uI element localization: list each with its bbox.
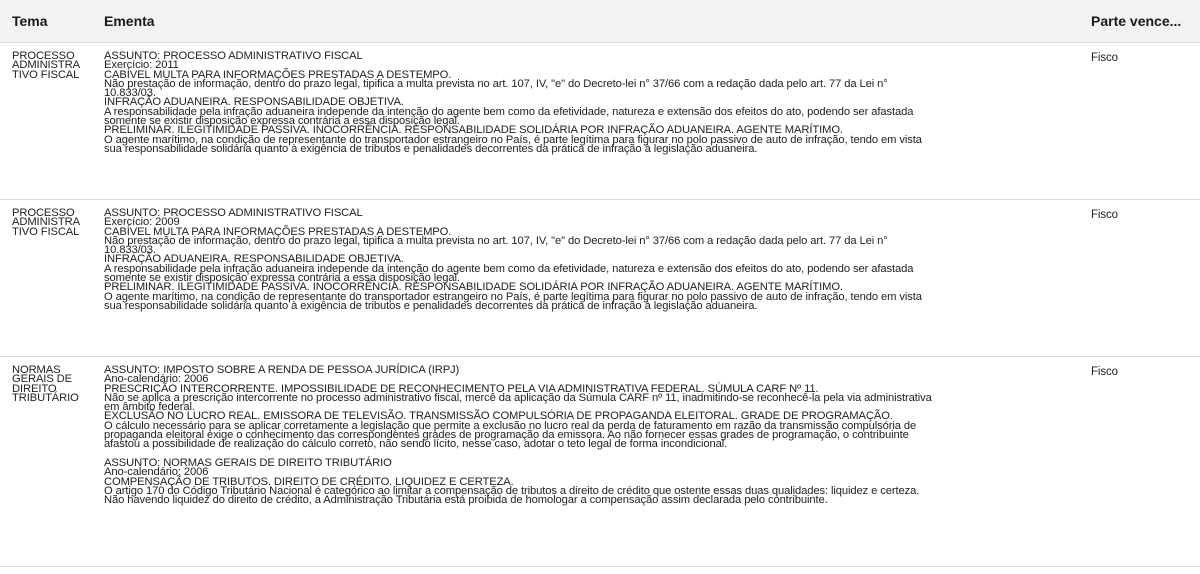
row-ementa	[104, 357, 1089, 566]
ementa-line: A responsabilidade pela infração aduaneira independe da intenção do agente bem como da efetividade, natureza e extensão dos efeitos do ato, podendo ser afastada	[104, 105, 914, 118]
ementa-line: 10.833/03.	[104, 244, 156, 257]
ementa-line: INFRAÇÃO ADUANEIRA. RESPONSABILIDADE OBJETIVA.	[104, 96, 404, 109]
ementa-line: ASSUNTO: PROCESSO ADMINISTRATIVO FISCAL	[104, 50, 363, 62]
ementa-line: A responsabilidade pela infração aduaneira independe da intenção do agente bem como da efetividade, natureza e extensão dos efeitos do ato, podendo ser afastada	[104, 262, 914, 275]
table-row[interactable]	[0, 357, 1200, 567]
table-row[interactable]	[0, 200, 1200, 357]
table-header	[0, 0, 1200, 43]
ementa-line: ASSUNTO: PROCESSO ADMINISTRATIVO FISCAL	[104, 207, 363, 219]
row-tema: PROCESSO ADMINISTRA TIVO FISCAL	[12, 50, 80, 81]
ementa-line: O artigo 170 do Código Tributário Nacional é categórico ao limitar a compensação de tributos a direito de crédito que ostente essas duas qualidades: liquidez e certeza.	[104, 484, 920, 497]
ementa-line: ASSUNTO: IMPOSTO SOBRE A RENDA DE PESSOA JURÍDICA (IRPJ)	[104, 364, 460, 376]
ementa-line: CABÍVEL MULTA PARA INFORMAÇÕES PRESTADAS A DESTEMPO.	[104, 225, 452, 238]
column-header-parte-vencedora[interactable]: Parte vence...	[1091, 13, 1182, 29]
ementa-line: COMPENSAÇÃO DE TRIBUTOS. DIREITO DE CRÉDITO. LIQUIDEZ E CERTEZA.	[104, 475, 514, 488]
ementa-line: somente se existir disposição expressa contrária a essa disposição legal.	[104, 272, 460, 285]
table-row[interactable]	[0, 43, 1200, 200]
ementa-line: ASSUNTO: NORMAS GERAIS DE DIREITO TRIBUTÁRIO	[104, 456, 392, 469]
column-header-ementa[interactable]: Ementa	[104, 13, 155, 29]
ementa-line: Não havendo liquidez do direito de crédito, a Administração Tributária está proibida de homologar a compensação assim declarada pelo contribuinte.	[104, 494, 828, 507]
ementa-line: Não se aplica a prescrição intercorrente no processo administrativo fiscal, mercê da aplicação da Súmula CARF nº 11, inadmitindo-se reconhecê-la pela via administrativa	[104, 391, 932, 404]
column-header-tema[interactable]: Tema	[12, 13, 48, 29]
ementa-line: INFRAÇÃO ADUANEIRA. RESPONSABILIDADE OBJETIVA.	[104, 253, 404, 266]
row-parte-vencedora: Fisco	[1091, 366, 1118, 378]
ementa-line: PRESCRIÇÃO INTERCORRENTE. IMPOSSIBILIDADE DE RECONHECIMENTO PELA VIA ADMINISTRATIVA FEDERAL. SÚMULA CARF Nº 11.	[104, 382, 819, 395]
ementa-line: Ano-calendário: 2006	[104, 466, 209, 479]
ementa-line: CABÍVEL MULTA PARA INFORMAÇÕES PRESTADAS A DESTEMPO.	[104, 68, 452, 81]
ementa-line: em âmbito federal.	[104, 401, 195, 414]
row-parte-vencedora: Fisco	[1091, 52, 1118, 64]
ementa-line: sua responsabilidade solidária quanto à exigência de tributos e penalidades decorrentes da prática de infração à legislação aduaneira.	[104, 299, 758, 312]
ementa-line: afastou a possibilidade de realização do cálculo correto, não sendo lícito, nesse caso, adotar o teto legal de forma incondicional.	[104, 438, 728, 451]
ementa-line: EXCLUSÃO NO LUCRO REAL. EMISSORA DE TELEVISÃO. TRANSMISSÃO COMPULSÓRIA DE PROPAGANDA ELEITORAL. GRADE DE PROGRAMAÇÃO.	[104, 410, 893, 423]
ementa-line: Ano-calendário: 2006	[104, 373, 209, 386]
ementa-line: somente se existir disposição expressa contrária a essa disposição legal.	[104, 115, 460, 128]
ementa-line: PRELIMINAR. ILEGITIMIDADE PASSIVA. INOCORRÊNCIA. RESPONSABILIDADE SOLIDÁRIA POR INFRAÇÃO ADUANEIRA. AGENTE MARÍTIMO.	[104, 124, 843, 137]
row-tema: PROCESSO ADMINISTRA TIVO FISCAL	[12, 207, 80, 238]
row-tema: NORMAS GERAIS DE DIREITO TRIBUTÁRIO	[12, 364, 79, 404]
ementa-line: Exercício: 2009	[104, 216, 180, 229]
ementa-line: PRELIMINAR. ILEGITIMIDADE PASSIVA. INOCORRÊNCIA. RESPONSABILIDADE SOLIDÁRIA POR INFRAÇÃO ADUANEIRA. AGENTE MARÍTIMO.	[104, 281, 843, 294]
row-ementa	[104, 200, 1089, 356]
ementa-line: Exercício: 2011	[104, 59, 179, 72]
ementa-line: Não prestação de informação, dentro do prazo legal, tipifica a multa prevista no art. 107, IV, "e" do Decreto-lei n° 37/66 com a redação dada pelo art. 77 da Lei n°	[104, 234, 888, 247]
ementa-line: O cálculo necessário para se aplicar corretamente a legislação que permite a exclusão no lucro real da perda de faturamento em razão da transmissão compulsória de	[104, 419, 917, 432]
ementa-line: propaganda eleitoral exige o conhecimento das correspondentes grades de programação da emissora. Ao não fornecer essas grades de programação, o contribuinte	[104, 429, 909, 442]
ementa-line: O agente marítimo, na condição de representante do transportador estrangeiro no País, é parte legítima para figurar no polo passivo de auto de infração, tendo em vista	[104, 133, 922, 146]
ementa-line: O agente marítimo, na condição de representante do transportador estrangeiro no País, é parte legítima para figurar no polo passivo de auto de infração, tendo em vista	[104, 290, 922, 303]
ementa-line: 10.833/03.	[104, 87, 156, 100]
row-parte-vencedora: Fisco	[1091, 209, 1118, 221]
row-ementa	[104, 43, 1089, 199]
ementa-line: sua responsabilidade solidária quanto à exigência de tributos e penalidades decorrentes da prática de infração à legislação aduaneira.	[104, 142, 758, 155]
ementa-line: Não prestação de informação, dentro do prazo legal, tipifica a multa prevista no art. 107, IV, "e" do Decreto-lei n° 37/66 com a redação dada pelo art. 77 da Lei n°	[104, 77, 888, 90]
